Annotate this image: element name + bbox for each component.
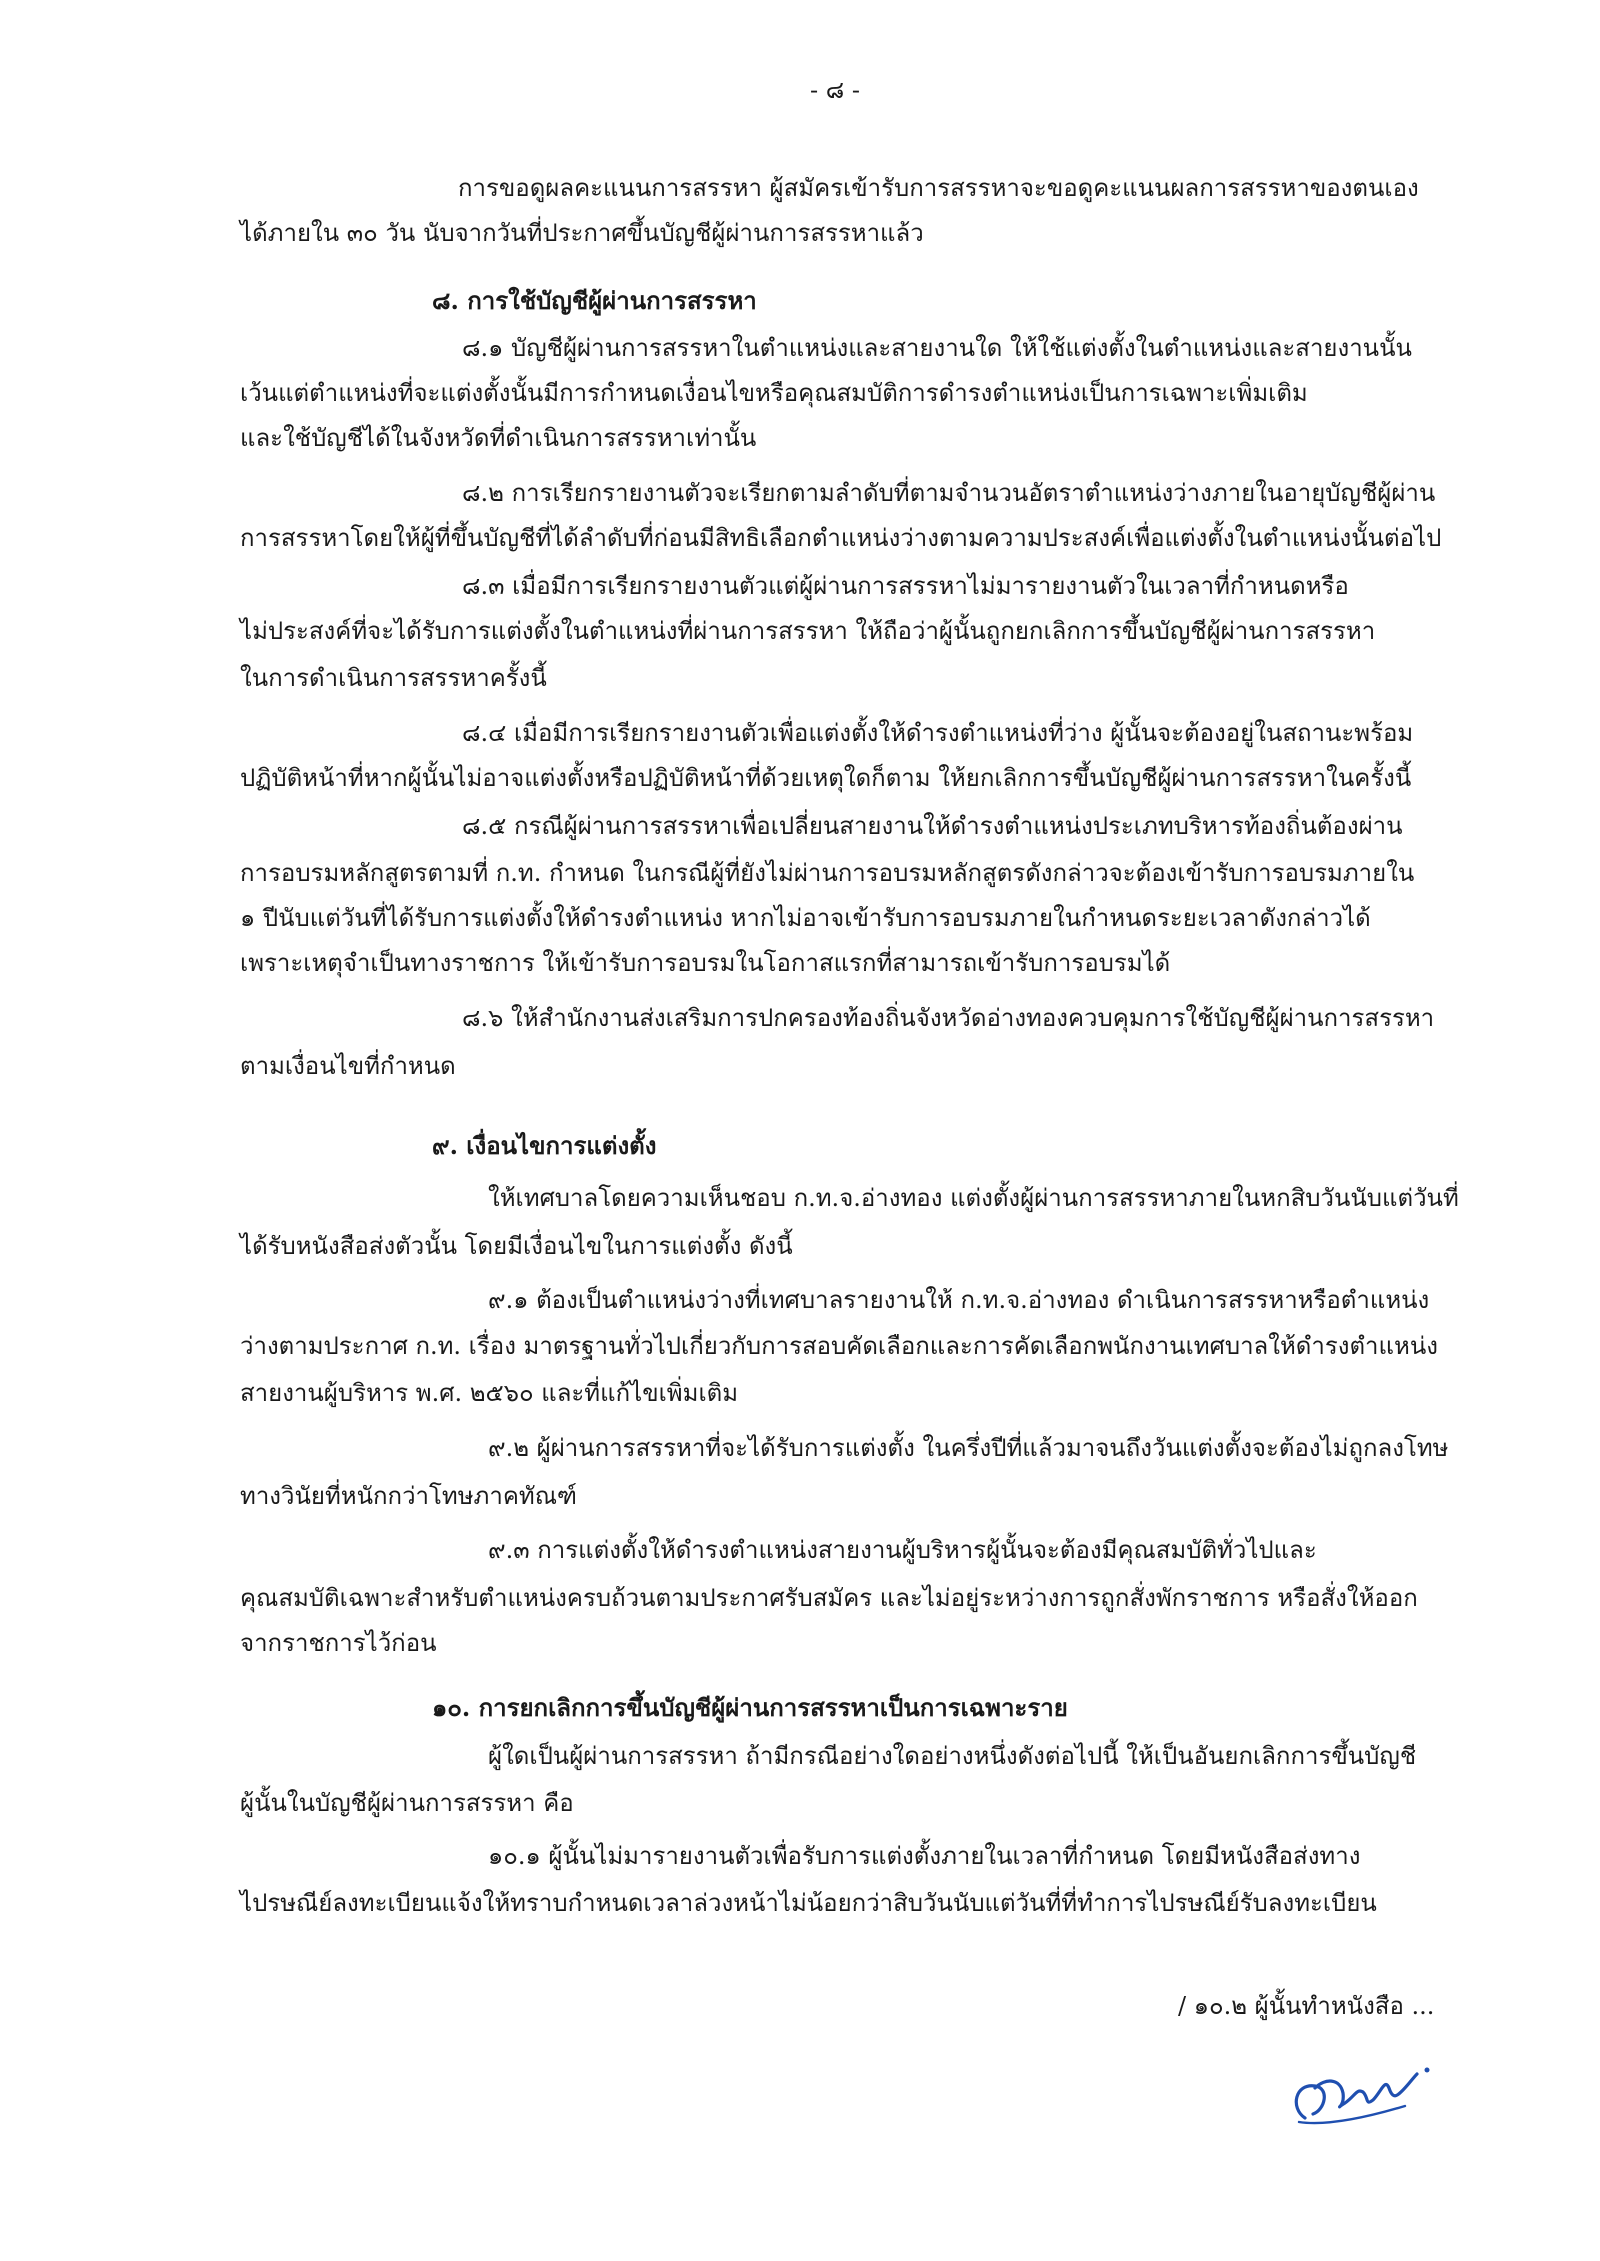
- s9-3-line-3: จากราชการไว้ก่อน: [240, 1629, 437, 1657]
- s8-3-line-3: ในการดำเนินการสรรหาครั้งนี้: [240, 664, 547, 692]
- s9-1-line-1: ๙.๑ ต้องเป็นตำแหน่งว่างที่เทศบาลรายงานให้ ก.ท.จ.อ่างทอง ดำเนินการสรรหาหรือตำแหน่ง: [488, 1286, 1430, 1314]
- intro-line-1: การขอดูผลคะแนนการสรรหา ผู้สมัครเข้ารับการสรรหาจะขอดูคะแนนผลการสรรหาของตนเอง: [458, 174, 1419, 202]
- s10-1-line-2: ไปรษณีย์ลงทะเบียนแจ้งให้ทราบกำหนดเวลาล่วงหน้าไม่น้อยกว่าสิบวันนับแต่วันที่ที่ทำการไปรษณีย์รับลงทะเบียน: [240, 1889, 1377, 1917]
- s8-5-line-4: เพราะเหตุจำเป็นทางราชการ ให้เข้ารับการอบรมในโอกาสแรกที่สามารถเข้ารับการอบรมได้: [240, 949, 1171, 977]
- s9-2-line-2: ทางวินัยที่หนักกว่าโทษภาคทัณฑ์: [240, 1482, 577, 1510]
- s9-1-line-3: สายงานผู้บริหาร พ.ศ. ๒๕๖๐ และที่แก้ไขเพิ่มเติม: [240, 1379, 739, 1407]
- section-10-heading: ๑๐. การยกเลิกการขึ้นบัญชีผู้ผ่านการสรรหาเป็นการเฉพาะราย: [432, 1693, 1068, 1722]
- s8-6-line-1: ๘.๖ ให้สำนักงานส่งเสริมการปกครองท้องถิ่นจังหวัดอ่างทองควบคุมการใช้บัญชีผู้ผ่านการสรรหา: [462, 1004, 1435, 1032]
- s8-1-line-3: และใช้บัญชีได้ในจังหวัดที่ดำเนินการสรรหาเท่านั้น: [240, 424, 757, 452]
- s8-5-line-2: การอบรมหลักสูตรตามที่ ก.ท. กำหนด ในกรณีผู้ที่ยังไม่ผ่านการอบรมหลักสูตรดังกล่าวจะต้องเข้ารับการอบรมภายใน: [240, 859, 1415, 887]
- s8-4-line-2: ปฏิบัติหน้าที่หากผู้นั้นไม่อาจแต่งตั้งหรือปฏิบัติหน้าที่ด้วยเหตุใดก็ตาม ให้ยกเลิกการขึ้นบัญชีผู้ผ่านการสรรหาในครั้งนี้: [240, 764, 1412, 792]
- s8-5-line-1: ๘.๕ กรณีผู้ผ่านการสรรหาเพื่อเปลี่ยนสายงานให้ดำรงตำแหน่งประเภทบริหารท้องถิ่นต้องผ่าน: [462, 812, 1403, 840]
- handwritten-signature: [1285, 2048, 1445, 2148]
- intro-line-2: ได้ภายใน ๓๐ วัน นับจากวันที่ประกาศขึ้นบัญชีผู้ผ่านการสรรหาแล้ว: [240, 219, 924, 247]
- s9-2-line-1: ๙.๒ ผู้ผ่านการสรรหาที่จะได้รับการแต่งตั้ง ในครึ่งปีที่แล้วมาจนถึงวันแต่งตั้งจะต้องไม่ถูกลงโทษ: [488, 1434, 1449, 1462]
- section-9-heading: ๙. เงื่อนไขการแต่งตั้ง: [432, 1131, 657, 1160]
- s8-5-line-3: ๑ ปีนับแต่วันที่ได้รับการแต่งตั้งให้ดำรงตำแหน่ง หากไม่อาจเข้ารับการอบรมภายในกำหนดระยะเวลาดังกล่าวได้: [240, 904, 1371, 932]
- s9-3-line-1: ๙.๓ การแต่งตั้งให้ดำรงตำแหน่งสายงานผู้บริหารผู้นั้นจะต้องมีคุณสมบัติทั่วไปและ: [488, 1536, 1317, 1564]
- s8-4-line-1: ๘.๔ เมื่อมีการเรียกรายงานตัวเพื่อแต่งตั้งให้ดำรงตำแหน่งที่ว่าง ผู้นั้นจะต้องอยู่ในสถานะพร้อม: [462, 719, 1414, 747]
- s8-1-line-2: เว้นแต่ตำแหน่งที่จะแต่งตั้งนั้นมีการกำหนดเงื่อนไขหรือคุณสมบัติการดำรงตำแหน่งเป็นการเฉพาะเพิ่มเติม: [240, 379, 1308, 407]
- section-8-heading: ๘. การใช้บัญชีผู้ผ่านการสรรหา: [432, 286, 757, 315]
- s9-1-line-2: ว่างตามประกาศ ก.ท. เรื่อง มาตรฐานทั่วไปเกี่ยวกับการสอบคัดเลือกและการคัดเลือกพนักงานเทศบาลให้ดำรงตำแหน่ง: [240, 1332, 1438, 1360]
- s9-3-line-2: คุณสมบัติเฉพาะสำหรับตำแหน่งครบถ้วนตามประกาศรับสมัคร และไม่อยู่ระหว่างการถูกสั่งพักราชการ หรือสั่งให้ออก: [240, 1584, 1418, 1612]
- s10-intro-line-1: ผู้ใดเป็นผู้ผ่านการสรรหา ถ้ามีกรณีอย่างใดอย่างหนึ่งดังต่อไปนี้ ให้เป็นอันยกเลิกการขึ้นบัญชี: [488, 1742, 1417, 1770]
- continuation-text: / ๑๐.๒ ผู้นั้นทำหนังสือ ...: [1178, 1992, 1435, 2020]
- s8-3-line-2: ไม่ประสงค์ที่จะได้รับการแต่งตั้งในตำแหน่งที่ผ่านการสรรหา ให้ถือว่าผู้นั้นถูกยกเลิกการขึ้นบัญชีผู้ผ่านการสรรหา: [240, 617, 1376, 645]
- s8-2-line-2: การสรรหาโดยให้ผู้ที่ขึ้นบัญชีที่ได้ลำดับที่ก่อนมีสิทธิเลือกตำแหน่งว่างตามความประสงค์เพื่อแต่งตั้งในตำแหน่งนั้นต่อไป: [240, 524, 1442, 552]
- s8-1-line-1: ๘.๑ บัญชีผู้ผ่านการสรรหาในตำแหน่งและสายงานใด ให้ใช้แต่งตั้งในตำแหน่งและสายงานนั้น: [462, 334, 1412, 362]
- s10-1-line-1: ๑๐.๑ ผู้นั้นไม่มารายงานตัวเพื่อรับการแต่งตั้งภายในเวลาที่กำหนด โดยมีหนังสือส่งทาง: [488, 1842, 1361, 1870]
- s8-2-line-1: ๘.๒ การเรียกรายงานตัวจะเรียกตามลำดับที่ตามจำนวนอัตราตำแหน่งว่างภายในอายุบัญชีผู้ผ่าน: [462, 479, 1436, 507]
- s8-3-line-1: ๘.๓ เมื่อมีการเรียกรายงานตัวแต่ผู้ผ่านการสรรหาไม่มารายงานตัวในเวลาที่กำหนดหรือ: [462, 572, 1349, 600]
- s10-intro-line-2: ผู้นั้นในบัญชีผู้ผ่านการสรรหา คือ: [240, 1789, 574, 1817]
- s9-intro-line-2: ได้รับหนังสือส่งตัวนั้น โดยมีเงื่อนไขในการแต่งตั้ง ดังนี้: [240, 1232, 793, 1260]
- page-number: - ๘ -: [810, 76, 860, 104]
- s9-intro-line-1: ให้เทศบาลโดยความเห็นชอบ ก.ท.จ.อ่างทอง แต่งตั้งผู้ผ่านการสรรหาภายในหกสิบวันนับแต่วันที่: [488, 1184, 1459, 1212]
- s8-6-line-2: ตามเงื่อนไขที่กำหนด: [240, 1052, 456, 1080]
